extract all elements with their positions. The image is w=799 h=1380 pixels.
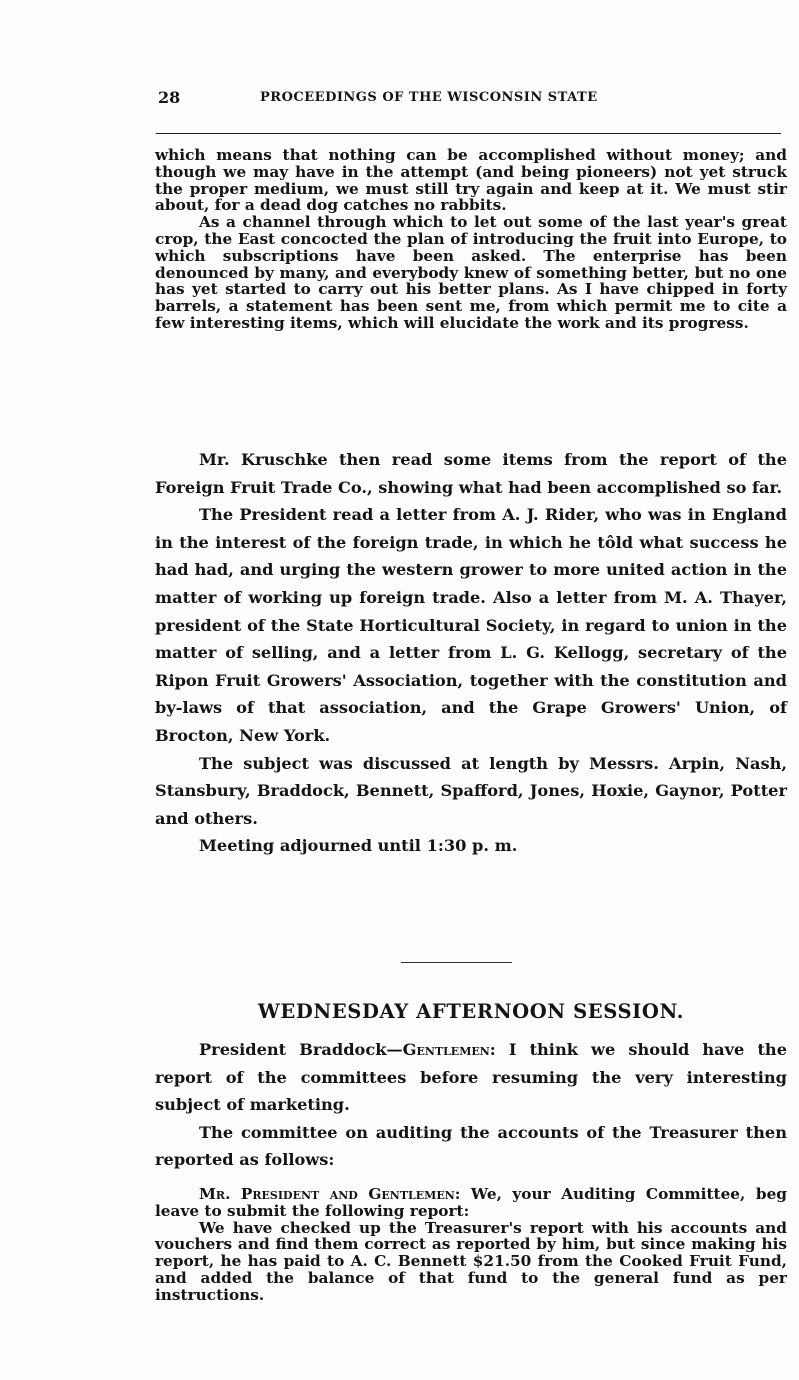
speaker-lead: President Braddock— (199, 1040, 403, 1059)
paragraph-auditing-report: We have checked up the Treasurer's report with his accounts and vouchers and find them correct as reported by him, but since making his report, he has paid to A. C. Bennett $21.50 from the Cooked Fruit Fund, and added the balance of that fund to the general fund as per instructions. (155, 1218, 787, 1304)
body-text-small (155, 147, 787, 332)
paragraph-kruschke: Mr. Kruschke then read some items from the report of the Foreign Fruit Trade Co., showing what had been accomplished so far. (155, 450, 787, 497)
paragraph-auditing-salutation (155, 1186, 787, 1220)
section-title: WEDNESDAY AFTERNOON SESSION. (257, 1000, 685, 1023)
paragraph-president-letters: The President read a letter from A. J. Rider, who was in England in the interest of the foreign trade, in which he tôld what success he had had, and urging the western grower to more united action in the matter of working up foreign trade. Also a letter from M. A. Thayer, president of the State Horticultural Society, in regard to union in the matter of selling, and a letter from L. G. Kellogg, secretary of the Ripon Fruit Growers' Association, together with the constitution and by-laws of that association, and the Grape Growers' Union, of Brocton, New York. (155, 505, 787, 745)
auditing-intro: We, your Auditing Committee, beg leave to submit the following report: (155, 1185, 788, 1220)
paragraph-europe-plan: As a channel through which to let out some of the last year's great crop, the East concocted the plan of introducing the fruit into Europe, to which subscriptions have been asked. The enterprise has been denounced by many, and everybody knew of something better, but no one has yet started to carry out his better plans. As I have chipped in forty barrels, a statement has been sent me, from which permit me to cite a few interesting items, which will elucidate the work and its progress. (155, 213, 787, 332)
paragraph-adjourned: Meeting adjourned until 1:30 p. m. (199, 836, 518, 856)
body-text-minutes (155, 446, 787, 860)
paragraph-continuation: which means that nothing can be accomplished without money; and though we may have in the attempt (and being pioneers) not yet struck the proper medium, we must still try again and keep at it. We must stir about, for a dead dog catches no rabbits. (155, 146, 787, 215)
page-number: 28 (158, 88, 181, 107)
page-header (158, 88, 788, 112)
header-rule (156, 133, 781, 134)
session-text-large (155, 1036, 787, 1174)
paragraph-discussion: The subject was discussed at length by Messrs. Arpin, Nash, Stansbury, Braddock, Bennett, Spafford, Jones, Hoxie, Gaynor, Potter and others. (155, 753, 787, 828)
salutation: Gentlemen: (402, 1040, 496, 1059)
speaker-remark: I think we should have the report of the committees before resuming the very interesting subject of marketing. (155, 1040, 787, 1115)
auditing-salutation: Mr. President and Gentlemen: (199, 1185, 461, 1203)
running-head: PROCEEDINGS OF THE WISCONSIN STATE (260, 90, 598, 105)
paragraph-committee: The committee on auditing the accounts of the Treasurer then reported as follows: (155, 1122, 787, 1170)
session-text-small (155, 1186, 787, 1304)
paragraph-braddock (155, 1036, 787, 1119)
section-divider (401, 962, 512, 963)
